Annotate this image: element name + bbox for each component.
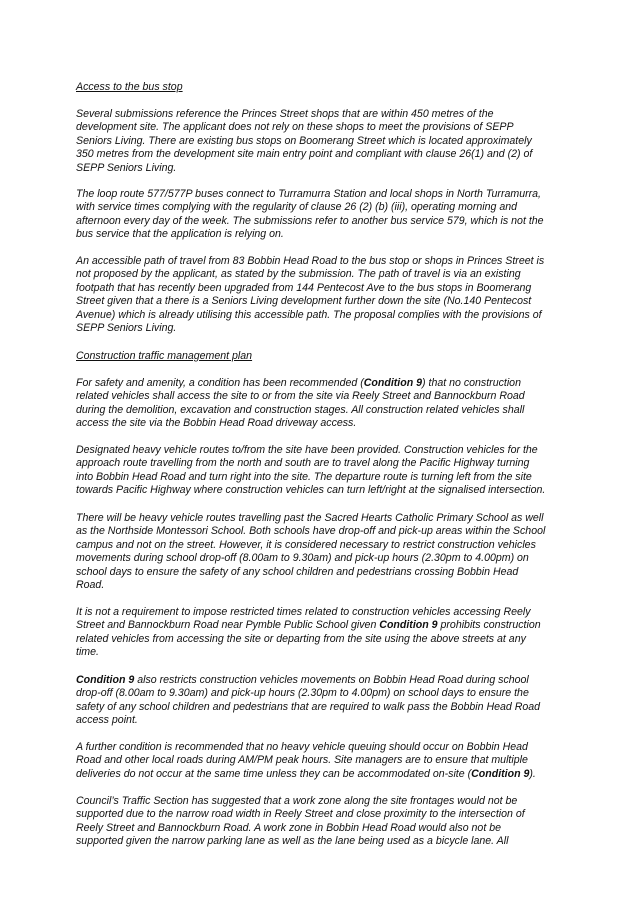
text-line: An accessible path of travel from 83 Bobbin Head Road to the bus stop or shops in Princes Street is (76, 255, 545, 267)
text-line: campus and not on the street. However, it is considered necessary to restrict construction vehicles (76, 538, 536, 551)
text-line: Seniors Living. There are existing bus stops on Boomerang Street which is located approximately (76, 134, 532, 147)
text-line: Designated heavy vehicle routes to/from the site have been provided. Construction vehicles for the (76, 444, 538, 456)
text-line: school days to ensure the safety of any school children and pedestrians crossing Bobbin Head (76, 565, 519, 578)
text-line: access the site via the Bobbin Head Road driveway access. (76, 417, 357, 430)
text-line: time. (76, 646, 99, 659)
condition-reference: Condition 9 (379, 619, 438, 632)
text-line: during the demolition, excavation and construction stages. All construction related vehicles shall (76, 403, 525, 416)
text-line: drop-off (8.00am to 9.30am) and pick-up hours (2.30pm to 4.00pm) on school days to ensure the (76, 687, 529, 700)
paragraph-safety-amenity (76, 377, 606, 431)
text-line: SEPP Seniors Living. (76, 322, 177, 335)
text-line: safety of any school children and pedestrians that are required to walk pass the Bobbin Head Road (76, 700, 541, 713)
heading-bus-stop: Access to the bus stop (76, 81, 183, 93)
text-line: Street and Bannockburn Road near Pymble Public School given Condition 9 prohibits construction (76, 619, 541, 632)
text-line: movements during school drop-off (8.00am to 9.30am) and pick-up hours (2.30pm to 4.00pm) on (76, 552, 529, 565)
text-line: bus service that the application is relying on. (76, 228, 284, 241)
text-line: Road. (76, 579, 105, 592)
text-line: supported given the narrow parking lane as well as the lane being used as a bicycle lane. All (76, 835, 509, 848)
text-line: The loop route 577/577P buses connect to Turramurra Station and local shops in North Turramurra, (76, 188, 541, 200)
text-line: For safety and amenity, a condition has been recommended (Condition 9) that no construction (76, 377, 521, 389)
text-line: Street given that a there is a Seniors Living development further down the site (No.140 Pentecost (76, 295, 532, 308)
text-line: development site. The applicant does not rely on these shops to meet the provisions of SEPP (76, 121, 514, 134)
text-line: Avenue) which is already utilising this accessible path. The proposal complies with the provisions of (76, 308, 542, 321)
text-line: related vehicles from accessing the site or departing from the site using the above streets at any (76, 632, 526, 645)
text-line: Several submissions reference the Princes Street shops that are within 450 metres of the (76, 108, 494, 120)
condition-reference: Condition 9 (76, 674, 135, 686)
text-line: supported due to the narrow road width in Reely Street and close proximity to the intersection of (76, 808, 525, 821)
text-line: with service times complying with the regularity of clause 26 (2) (b) (iii), operating morning and (76, 201, 518, 214)
text-line: approach route travelling from the north and south are to travel along the Pacific Highway turning (76, 457, 530, 470)
paragraph-schools (76, 512, 606, 592)
text-line: There will be heavy vehicle routes travelling past the Sacred Hearts Catholic Primary School as well (76, 512, 544, 524)
paragraph-accessible-path (76, 255, 606, 335)
paragraph-vehicle-queuing (76, 741, 606, 781)
text-line: Reely Street and Bannockburn Road. A work zone in Bobbin Head Road would also not be (76, 821, 501, 834)
paragraph-shops (76, 108, 606, 175)
text-line: afternoon every day of the week. The submissions refer to another bus service 579, which is not the (76, 214, 544, 227)
text-line: towards Pacific Highway where construction vehicles can turn left/right at the signalised intersection. (76, 484, 546, 497)
text-line: as the Northside Montessori School. Both schools have drop-off and pick-up areas within the School (76, 525, 546, 538)
text-line: Condition 9 also restricts construction vehicles movements on Bobbin Head Road during school (76, 674, 529, 686)
condition-reference: Condition 9 (363, 377, 423, 389)
text-line: not proposed by the applicant, as stated by the submission. The path of travel is via an existing (76, 268, 521, 281)
paragraph-work-zone (76, 795, 606, 849)
paragraph-condition-restrictions (76, 674, 606, 728)
heading-construction-traffic: Construction traffic management plan (76, 350, 253, 362)
paragraph-heavy-vehicle-routes (76, 444, 606, 498)
text-line: into Bobbin Head Road and turn right into the site. The departure route is turning left from the site (76, 470, 532, 483)
text-line: footpath that has recently been upgraded from 144 Pentecost Ave to the bus stops in Boomerang (76, 281, 532, 294)
condition-reference: Condition 9 (471, 767, 530, 780)
paragraph-restricted-times (76, 606, 606, 660)
text-line: Road and other local roads during AM/PM peak hours. Site managers are to ensure that multiple (76, 754, 528, 767)
text-line: 350 metres from the development site main entry point and compliant with clause 26(1) and (2) of (76, 148, 533, 161)
text-line: related vehicles shall access the site to or from the site via Reely Street and Bannockburn Road (76, 390, 525, 403)
text-line: deliveries do not occur at the same time unless they can be accommodated on-site (Condition 9). (76, 767, 536, 780)
text-line: A further condition is recommended that no heavy vehicle queuing should occur on Bobbin Head (76, 741, 528, 753)
text-line: access point. (76, 714, 138, 727)
text-line: SEPP Seniors Living. (76, 161, 177, 174)
paragraph-loop-route (76, 188, 606, 242)
text-line: It is not a requirement to impose restricted times related to construction vehicles accessing Reely (76, 606, 531, 618)
text-line: Council’s Traffic Section has suggested that a work zone along the site frontages would not be (76, 795, 518, 807)
